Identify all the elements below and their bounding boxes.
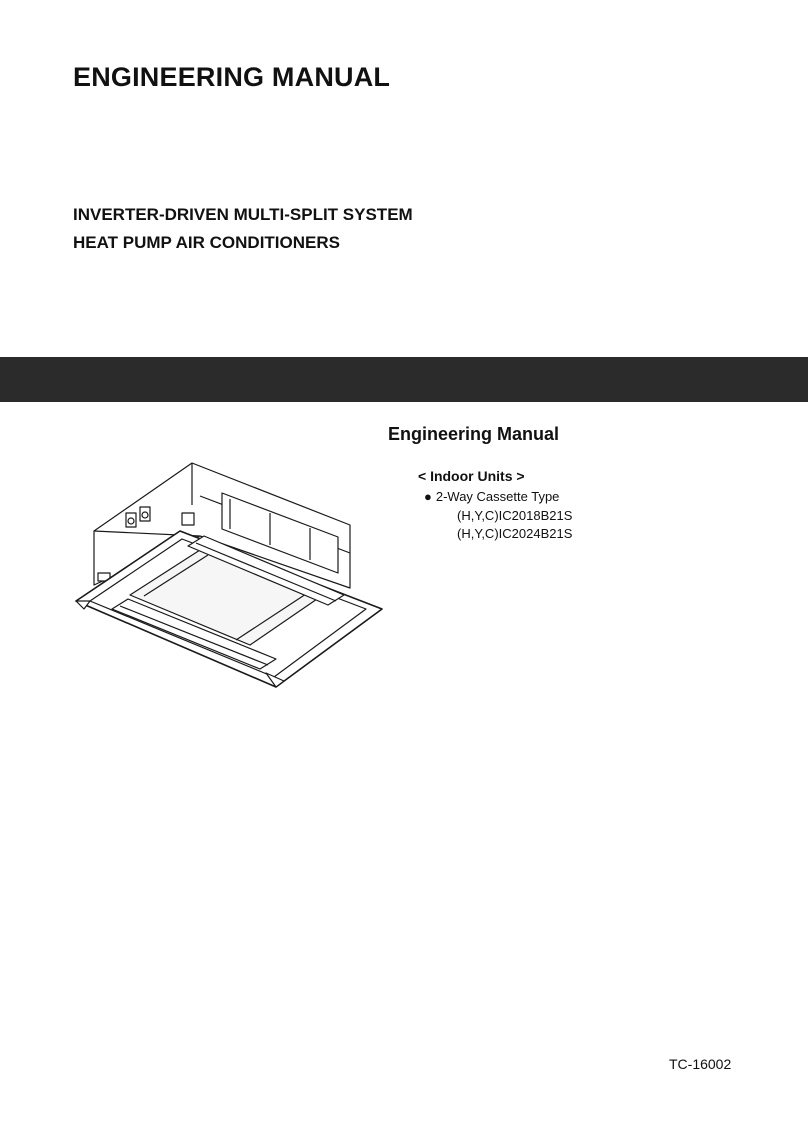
subtitle-line-1: INVERTER-DRIVEN MULTI-SPLIT SYSTEM — [73, 205, 413, 224]
header-band — [0, 357, 808, 402]
model-number: (H,Y,C)IC2018B21S — [457, 508, 573, 523]
document-code: TC-16002 — [669, 1056, 732, 1072]
unit-type-label: 2-Way Cassette Type — [435, 489, 560, 504]
unit-type-item — [424, 489, 559, 504]
section-heading: Engineering Manual — [388, 424, 560, 444]
subtitle-line-2: HEAT PUMP AIR CONDITIONERS — [73, 233, 340, 252]
indoor-units-heading: < Indoor Units > — [418, 468, 525, 484]
model-number: (H,Y,C)IC2024B21S — [457, 526, 573, 541]
page-title: ENGINEERING MANUAL — [73, 62, 391, 92]
bullet-icon: ● — [424, 489, 432, 504]
cassette-unit-illustration-icon — [70, 433, 390, 695]
